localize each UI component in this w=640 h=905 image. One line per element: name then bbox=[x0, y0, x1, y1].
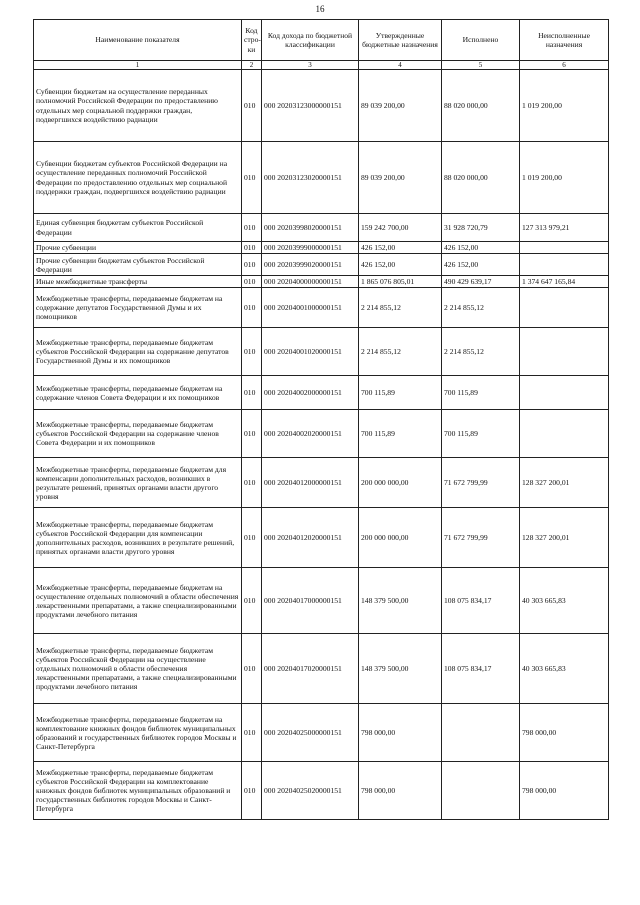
column-number: 3 bbox=[262, 61, 359, 70]
budget-code: 000 20203998020000151 bbox=[262, 214, 359, 242]
table-row bbox=[34, 458, 609, 508]
approved-amount: 426 152,00 bbox=[359, 254, 442, 276]
line-code: 010 bbox=[242, 328, 262, 376]
approved-amount: 2 214 855,12 bbox=[359, 288, 442, 328]
header-indicator-name: Наименование показателя bbox=[34, 20, 242, 61]
executed-amount: 88 020 000,00 bbox=[442, 70, 520, 142]
approved-amount: 148 379 500,00 bbox=[359, 634, 442, 704]
header-unexecuted: Неисполненные назначения bbox=[520, 20, 609, 61]
budget-code: 000 20204002020000151 bbox=[262, 410, 359, 458]
executed-amount: 490 429 639,17 bbox=[442, 276, 520, 288]
budget-code: 000 20204001020000151 bbox=[262, 328, 359, 376]
table-row bbox=[34, 288, 609, 328]
column-number: 6 bbox=[520, 61, 609, 70]
line-code: 010 bbox=[242, 214, 262, 242]
table-row bbox=[34, 410, 609, 458]
indicator-name: Межбюджетные трансферты, передаваемые бюджетам на комплектование книжных фондов библиотек муниципальных образований и государственных библиотек городов Москвы и Санкт-Петербурга bbox=[34, 704, 242, 762]
approved-amount: 700 115,89 bbox=[359, 410, 442, 458]
approved-amount: 89 039 200,00 bbox=[359, 70, 442, 142]
page-number: 16 bbox=[315, 4, 325, 14]
table-row bbox=[34, 568, 609, 634]
unexecuted-amount: 40 303 665,83 bbox=[520, 568, 609, 634]
table-row bbox=[34, 762, 609, 820]
unexecuted-amount: 1 019 200,00 bbox=[520, 70, 609, 142]
budget-code: 000 20204001000000151 bbox=[262, 288, 359, 328]
approved-amount: 159 242 700,00 bbox=[359, 214, 442, 242]
indicator-name: Межбюджетные трансферты, передаваемые бюджетам субъектов Российской Федерации для компенсации дополнительных расходов, возникших в результате решений, принятых органами власти другого уровня bbox=[34, 508, 242, 568]
line-code: 010 bbox=[242, 458, 262, 508]
approved-amount: 798 000,00 bbox=[359, 704, 442, 762]
indicator-name: Прочие субвенции bbox=[34, 242, 242, 254]
executed-amount: 71 672 799,99 bbox=[442, 458, 520, 508]
line-code: 010 bbox=[242, 376, 262, 410]
indicator-name: Межбюджетные трансферты, передаваемые бюджетам на содержание членов Совета Федерации и их помощников bbox=[34, 376, 242, 410]
budget-code: 000 20203123020000151 bbox=[262, 142, 359, 214]
line-code: 010 bbox=[242, 142, 262, 214]
approved-amount: 798 000,00 bbox=[359, 762, 442, 820]
unexecuted-amount: 798 000,00 bbox=[520, 704, 609, 762]
budget-code: 000 20203999020000151 bbox=[262, 254, 359, 276]
executed-amount: 88 020 000,00 bbox=[442, 142, 520, 214]
header-approved: Утвержденные бюджетные назначения bbox=[359, 20, 442, 61]
indicator-name: Межбюджетные трансферты, передаваемые бюджетам для компенсации дополнительных расходов, возникших в результате решений, принятых органами власти другого уровня bbox=[34, 458, 242, 508]
executed-amount: 108 075 834,17 bbox=[442, 568, 520, 634]
unexecuted-amount bbox=[520, 376, 609, 410]
budget-code: 000 20203999000000151 bbox=[262, 242, 359, 254]
indicator-name: Иные межбюджетные трансферты bbox=[34, 276, 242, 288]
budget-code: 000 20204000000000151 bbox=[262, 276, 359, 288]
executed-amount: 31 928 720,79 bbox=[442, 214, 520, 242]
line-code: 010 bbox=[242, 634, 262, 704]
table-row bbox=[34, 214, 609, 242]
approved-amount: 1 865 076 805,01 bbox=[359, 276, 442, 288]
budget-code: 000 20204012020000151 bbox=[262, 508, 359, 568]
unexecuted-amount: 1 374 647 165,84 bbox=[520, 276, 609, 288]
budget-code: 000 20204002000000151 bbox=[262, 376, 359, 410]
indicator-name: Межбюджетные трансферты, передаваемые бюджетам субъектов Российской Федерации на комплектование книжных фондов библиотек муниципальных образований и государственных библиотек городов Москвы и Санкт-Петербурга bbox=[34, 762, 242, 820]
unexecuted-amount: 40 303 665,83 bbox=[520, 634, 609, 704]
indicator-name: Межбюджетные трансферты, передаваемые бюджетам на осуществление отдельных полномочий в области обеспечения лекарственными препаратами, а также специализированными продуктами лечебного питания bbox=[34, 568, 242, 634]
column-number-row bbox=[34, 61, 609, 70]
line-code: 010 bbox=[242, 410, 262, 458]
header-line-code: Код стро-ки bbox=[242, 20, 262, 61]
unexecuted-amount bbox=[520, 288, 609, 328]
table-row bbox=[34, 254, 609, 276]
unexecuted-amount bbox=[520, 410, 609, 458]
line-code: 010 bbox=[242, 242, 262, 254]
table-row bbox=[34, 276, 609, 288]
table-row bbox=[34, 508, 609, 568]
executed-amount: 2 214 855,12 bbox=[442, 288, 520, 328]
executed-amount: 2 214 855,12 bbox=[442, 328, 520, 376]
approved-amount: 89 039 200,00 bbox=[359, 142, 442, 214]
budget-code: 000 20204025000000151 bbox=[262, 704, 359, 762]
indicator-name: Субвенции бюджетам на осуществление переданных полномочий Российской Федерации по предоставлению отдельных мер социальной поддержки граждан, подвергшихся воздействию радиации bbox=[34, 70, 242, 142]
line-code: 010 bbox=[242, 254, 262, 276]
column-number: 1 bbox=[34, 61, 242, 70]
line-code: 010 bbox=[242, 762, 262, 820]
executed-amount: 71 672 799,99 bbox=[442, 508, 520, 568]
table-row bbox=[34, 142, 609, 214]
unexecuted-amount: 1 019 200,00 bbox=[520, 142, 609, 214]
indicator-name: Субвенции бюджетам субъектов Российской Федерации на осуществление переданных полномочий Российской Федерации по предоставлению отдельных мер социальной поддержки граждан, подвергшихся воздействию радиации bbox=[34, 142, 242, 214]
unexecuted-amount: 128 327 200,01 bbox=[520, 458, 609, 508]
approved-amount: 2 214 855,12 bbox=[359, 328, 442, 376]
budget-code: 000 20204025020000151 bbox=[262, 762, 359, 820]
table-row bbox=[34, 376, 609, 410]
executed-amount: 700 115,89 bbox=[442, 410, 520, 458]
line-code: 010 bbox=[242, 568, 262, 634]
budget-execution-table bbox=[33, 19, 609, 820]
approved-amount: 148 379 500,00 bbox=[359, 568, 442, 634]
unexecuted-amount bbox=[520, 242, 609, 254]
header-executed: Исполнено bbox=[442, 20, 520, 61]
line-code: 010 bbox=[242, 288, 262, 328]
indicator-name: Межбюджетные трансферты, передаваемые бюджетам на содержание депутатов Государственной Думы и их помощников bbox=[34, 288, 242, 328]
table-row bbox=[34, 242, 609, 254]
approved-amount: 426 152,00 bbox=[359, 242, 442, 254]
table-row bbox=[34, 328, 609, 376]
indicator-name: Прочие субвенции бюджетам субъектов Российской Федерации bbox=[34, 254, 242, 276]
indicator-name: Межбюджетные трансферты, передаваемые бюджетам субъектов Российской Федерации на содержание депутатов Государственной Думы и их помощников bbox=[34, 328, 242, 376]
executed-amount: 426 152,00 bbox=[442, 254, 520, 276]
budget-code: 000 20204012000000151 bbox=[262, 458, 359, 508]
approved-amount: 200 000 000,00 bbox=[359, 458, 442, 508]
line-code: 010 bbox=[242, 276, 262, 288]
unexecuted-amount: 128 327 200,01 bbox=[520, 508, 609, 568]
column-number: 5 bbox=[442, 61, 520, 70]
budget-code: 000 20204017020000151 bbox=[262, 634, 359, 704]
indicator-name: Единая субвенция бюджетам субъектов Российской Федерации bbox=[34, 214, 242, 242]
unexecuted-amount: 127 313 979,21 bbox=[520, 214, 609, 242]
unexecuted-amount bbox=[520, 254, 609, 276]
budget-code: 000 20203123000000151 bbox=[262, 70, 359, 142]
table-row bbox=[34, 634, 609, 704]
executed-amount: 108 075 834,17 bbox=[442, 634, 520, 704]
table-header-row bbox=[34, 20, 609, 61]
line-code: 010 bbox=[242, 508, 262, 568]
column-number: 2 bbox=[242, 61, 262, 70]
table-row bbox=[34, 70, 609, 142]
approved-amount: 700 115,89 bbox=[359, 376, 442, 410]
line-code: 010 bbox=[242, 70, 262, 142]
indicator-name: Межбюджетные трансферты, передаваемые бюджетам субъектов Российской Федерации на содержание членов Совета Федерации и их помощников bbox=[34, 410, 242, 458]
indicator-name: Межбюджетные трансферты, передаваемые бюджетам субъектов Российской Федерации на осуществление отдельных полномочий в области обеспечения лекарственными препаратами, а также специализированными продуктами лечебного питания bbox=[34, 634, 242, 704]
approved-amount: 200 000 000,00 bbox=[359, 508, 442, 568]
executed-amount bbox=[442, 704, 520, 762]
executed-amount: 426 152,00 bbox=[442, 242, 520, 254]
unexecuted-amount bbox=[520, 328, 609, 376]
executed-amount: 700 115,89 bbox=[442, 376, 520, 410]
table-row bbox=[34, 704, 609, 762]
line-code: 010 bbox=[242, 704, 262, 762]
budget-code: 000 20204017000000151 bbox=[262, 568, 359, 634]
header-budget-code: Код дохода по бюджетной классификации bbox=[262, 20, 359, 61]
column-number: 4 bbox=[359, 61, 442, 70]
executed-amount bbox=[442, 762, 520, 820]
unexecuted-amount: 798 000,00 bbox=[520, 762, 609, 820]
